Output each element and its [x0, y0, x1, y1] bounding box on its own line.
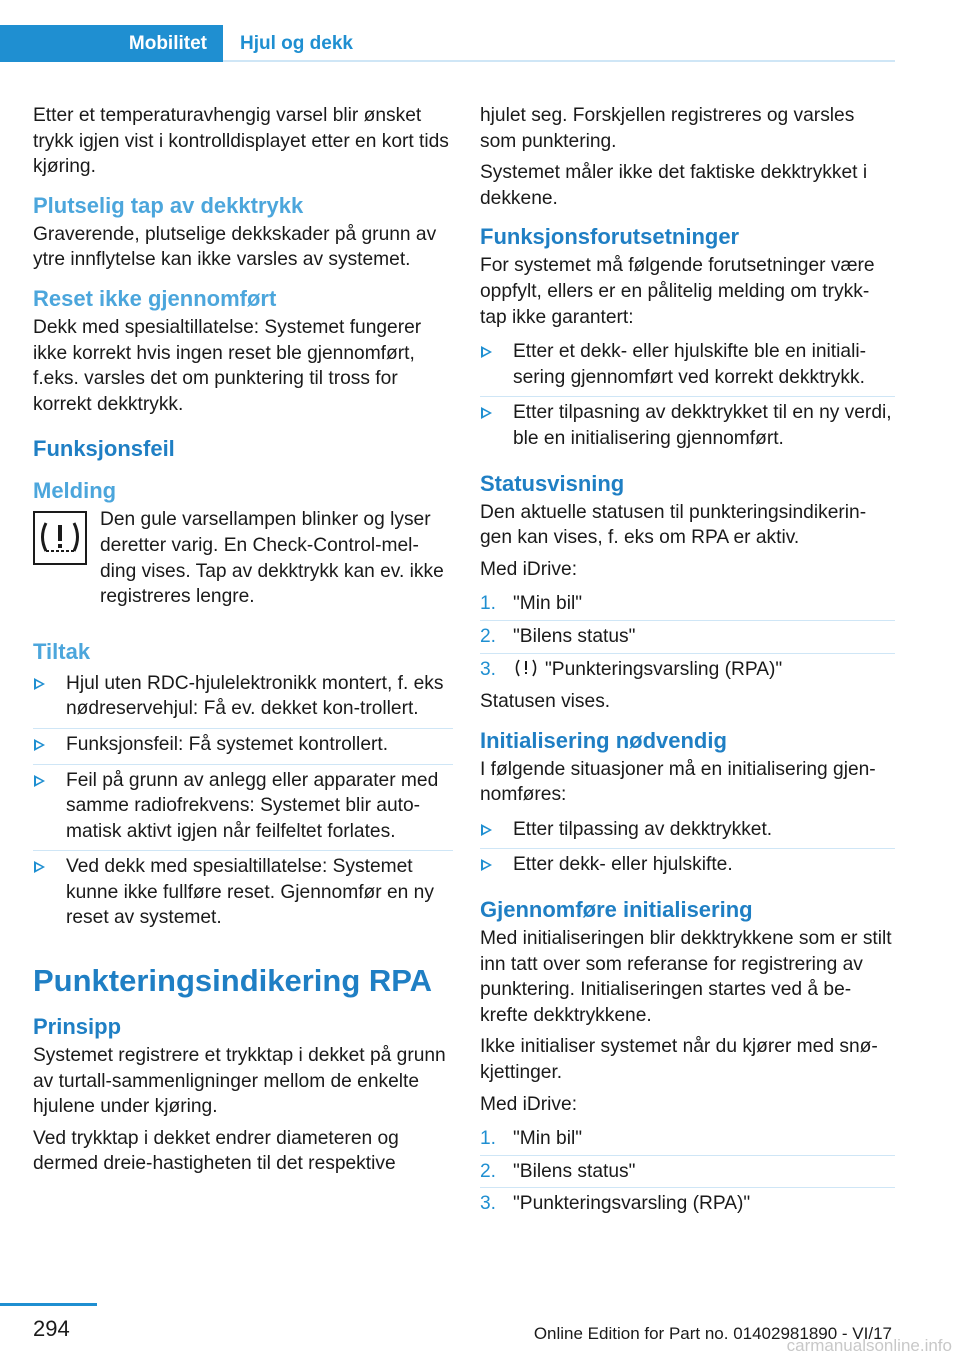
status-steps: [480, 588, 895, 685]
heading-action: Tiltak: [33, 638, 91, 664]
right-column: [480, 103, 895, 1220]
message-paragraph: Den gule varsellampen blinker og lyser deretter varig. En Check-Control-mel-ding vises. Tap av dekktrykk kan ev. ikke registreres lengre.: [100, 509, 444, 608]
heading-principle: Prinsipp: [33, 1014, 122, 1040]
list-item: 1. "Min bil": [480, 588, 895, 621]
heading-init-needed: Initialisering nødvendig: [480, 727, 727, 753]
heading-message: Melding: [33, 478, 117, 504]
running-header: [0, 25, 895, 62]
do-init-paragraph-1: Med initialiseringen blir dekktrykkene som er stilt inn tatt over som referanse for registrering av punktering. Initialiseringen startes ved å be-krefte dekktrykkene.: [480, 928, 892, 1026]
heading-status: Statusvisning: [480, 470, 625, 496]
prerequisites-paragraph: For systemet må følgende forutsetninger være oppfylt, ellers er en pålitelig melding om trykk-tap ikke garantert:: [480, 255, 875, 328]
list-item: 1. "Min bil": [480, 1123, 895, 1156]
chapter-title: Hjul og dekk: [240, 33, 353, 54]
triangle-bullet-icon: [481, 824, 492, 836]
principle-paragraph-2: Ved trykktap i dekket endrer diameteren og dermed dreie-hastigheten til det respektive: [33, 1127, 399, 1175]
intro-paragraph: Etter et temperaturavhengig varsel blir ønsket trykk igjen vist i kontrolldisplayet etter en kort tids kjøring.: [33, 105, 449, 178]
triangle-bullet-icon: [34, 775, 45, 787]
list-item: Etter tilpassing av dekktrykket.: [480, 814, 895, 850]
triangle-bullet-icon: [481, 346, 492, 358]
list-item: Funksjonsfeil: Få systemet kontrollert.: [33, 729, 453, 765]
message-block: [33, 507, 453, 609]
sudden-loss-paragraph: Graverende, plutselige dekkskader på grunn av ytre innflytelse kan ikke varsles av systemet.: [33, 223, 437, 271]
list-item: Feil på grunn av anlegg eller apparater med samme radiofrekvens: Systemet blir auto-matisk aktivt igjen når feilfeltet forlates.: [33, 765, 453, 852]
heading-reset-not-done: Reset ikke gjennomført: [33, 285, 277, 311]
idrive-label: Med iDrive:: [480, 558, 578, 580]
status-shown-paragraph: Statusen vises.: [480, 691, 611, 713]
measure-paragraph: Systemet måler ikke det faktiske dekktrykket i dekkene.: [480, 162, 868, 209]
section-tab: Mobilitet: [0, 25, 223, 62]
status-paragraph: Den aktuelle statusen til punkteringsindikerin-gen kan vises, f. eks om RPA er aktiv.: [480, 501, 867, 549]
list-item: 2. "Bilens status": [480, 1156, 895, 1189]
list-item: Etter dekk- eller hjulskifte.: [480, 849, 895, 884]
heading-sudden-loss: Plutselig tap av dekktrykk: [33, 192, 304, 218]
do-init-paragraph-2: Ikke initialiser systemet når du kjører med snø-kjettinger.: [480, 1036, 878, 1084]
edition-note: Online Edition for Part no. 01402981890 - VI/17: [533, 1324, 892, 1343]
triangle-bullet-icon: [34, 739, 45, 751]
prerequisites-list: [480, 336, 895, 457]
watermark: carmanualsonline.info: [786, 1336, 952, 1355]
init-cases-list: [480, 814, 895, 884]
list-item: 2. "Bilens status": [480, 621, 895, 654]
triangle-bullet-icon: [34, 861, 45, 873]
tire-pressure-warning-icon: [33, 511, 87, 565]
reset-paragraph: Dekk med spesialtillatelse: Systemet fungerer ikke korrekt hvis ingen reset ble gjennomført, f.eks. varsles det om punktering til tross for korrekt dekktrykk.: [33, 316, 422, 415]
page-number: 294: [33, 1316, 70, 1341]
tire-pressure-icon: [513, 658, 539, 678]
list-item: Ved dekk med spesialtillatelse: Systemet kunne ikke fullføre reset. Gjennomfør en ny reset av systemet.: [33, 851, 453, 937]
list-item: Etter tilpasning av dekktrykket til en ny verdi, ble en initialisering gjennomført.: [480, 397, 895, 457]
heading-malfunction: Funksjonsfeil: [33, 436, 175, 462]
list-item: 3. "Punkteringsvarsling (RPA)": [480, 658, 783, 680]
heading-do-init: Gjennomføre initialisering: [480, 897, 753, 923]
header-rule: [223, 60, 895, 62]
list-item: 3. "Punkteringsvarsling (RPA)": [480, 1193, 751, 1215]
triangle-bullet-icon: [481, 407, 492, 419]
init-steps: [480, 1123, 895, 1220]
idrive-label-2: Med iDrive:: [480, 1093, 578, 1115]
heading-rpa: Punkteringsindikering RPA: [33, 963, 433, 999]
action-list: [33, 668, 453, 937]
left-column: [33, 103, 453, 1183]
list-item: Hjul uten RDC-hjulelektronikk montert, f. eks nødreservehjul: Få ev. dekket kon-trollert.: [33, 668, 453, 729]
list-item: Etter et dekk- eller hjulskifte ble en initiali-sering gjennomført ved korrekt dekktrykk.: [480, 336, 895, 397]
triangle-bullet-icon: [481, 859, 492, 871]
triangle-bullet-icon: [34, 678, 45, 690]
principle-paragraph-1: Systemet registrere et trykktap i dekket på grunn av turtall-sammenligninger mellom de enkelte hjulene under kjøring.: [33, 1045, 446, 1118]
heading-prerequisites: Funksjonsforutsetninger: [480, 224, 740, 250]
footer-rule: [0, 1303, 97, 1306]
continued-paragraph: hjulet seg. Forskjellen registreres og varsles som punktering.: [480, 105, 855, 152]
init-needed-paragraph: I følgende situasjoner må en initialisering gjen-nomføres:: [480, 758, 876, 806]
